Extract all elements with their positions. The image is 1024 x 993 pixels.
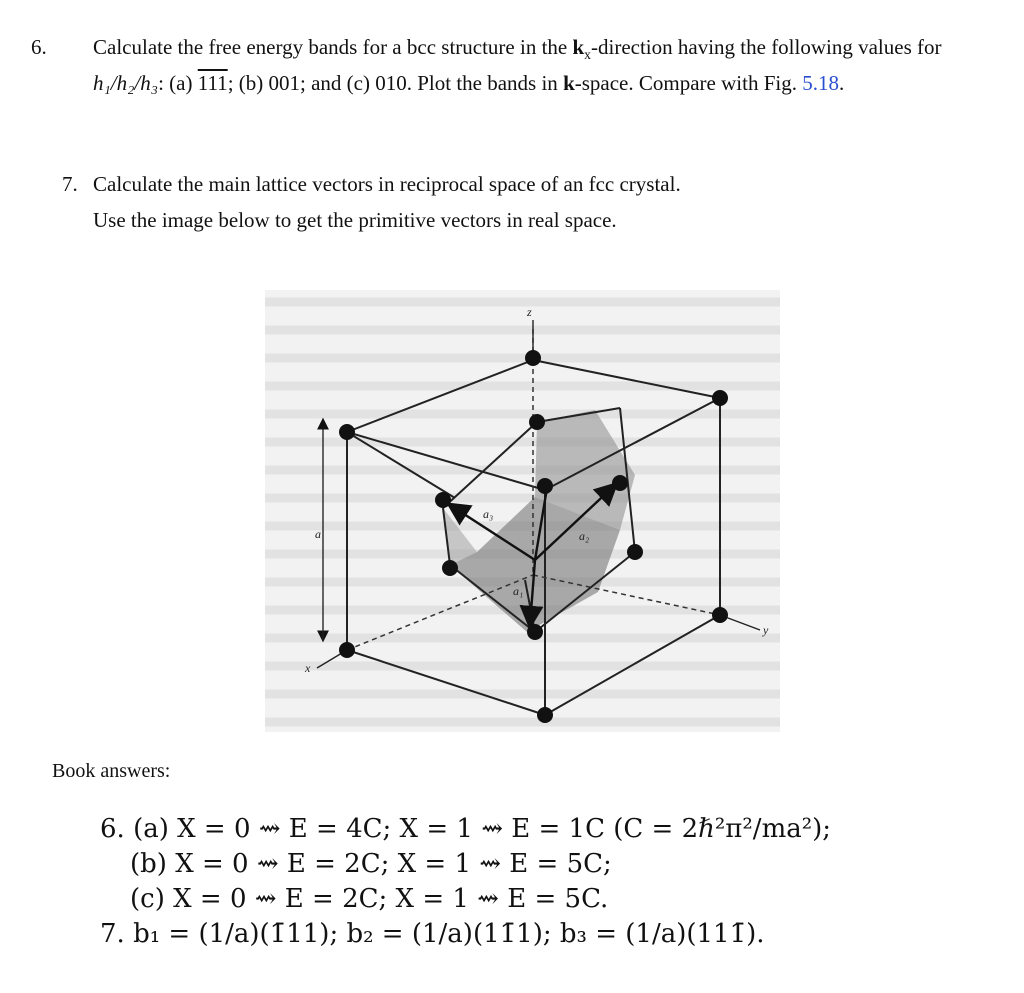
problem-6-text-6: . <box>838 71 845 96</box>
fcc-unit-cell-figure <box>265 290 780 732</box>
vector-a1-label: a₁ <box>513 584 524 598</box>
answer-line-6a: 6. (a) X = 0 ⇝ E = 4C; X = 1 ⇝ E = 1C (C = 2ℏ²π²/ma²); <box>100 814 832 844</box>
axis-y-label: y <box>763 623 769 637</box>
atom <box>527 624 543 640</box>
vector-a2-label: a₂ <box>579 529 590 543</box>
figure-reference-link[interactable]: 5.18 <box>802 71 839 96</box>
problem-7-text: Calculate the main lattice vectors in reciprocal space of an fcc crystal. <box>93 172 681 196</box>
kx-subscript: x <box>584 47 591 63</box>
atom <box>627 544 643 560</box>
vector-a3-label: a₃ <box>483 507 494 521</box>
kx-symbol: k <box>572 35 585 59</box>
atom <box>712 390 728 406</box>
atom <box>537 478 553 494</box>
atom <box>525 350 541 366</box>
problem-6-text-3: : (a) <box>158 71 198 96</box>
axis-z-label: z <box>527 305 532 319</box>
atom <box>612 475 628 491</box>
problem-7-instruction: Use the image below to get the primitive vectors in real space. <box>93 208 617 232</box>
axis-x-label: x <box>305 661 311 675</box>
atom <box>529 414 545 430</box>
atom <box>339 424 355 440</box>
problem-6-text-5: -space. Compare with Fig. <box>574 71 803 96</box>
atom <box>339 642 355 658</box>
atom <box>435 492 451 508</box>
problem-6-number: 6. <box>31 35 47 59</box>
answer-line-6b: (b) X = 0 ⇝ E = 2C; X = 1 ⇝ E = 5C; <box>130 849 612 879</box>
fcc-diagram <box>265 290 780 732</box>
atom <box>442 560 458 576</box>
problem-6-text-4: ; (b) 001; and (c) 010. Plot the bands in <box>227 71 564 96</box>
problem-7-number: 7. <box>62 172 78 196</box>
book-answers-label: Book answers: <box>52 760 171 782</box>
answer-line-7: 7. b₁ = (1/a)(1̄11); b₂ = (1/a)(11̄1); b₃ = (1/a)(111̄). <box>100 919 765 949</box>
h-variables: h₁/h₂/h₃ <box>93 71 159 96</box>
dimension-a-label: a <box>315 527 321 541</box>
answer-line-6c: (c) X = 0 ⇝ E = 2C; X = 1 ⇝ E = 5C. <box>130 884 609 914</box>
k-space-symbol: k <box>563 71 575 96</box>
problem-6-text: Calculate the free energy bands for a bcc structure in the <box>93 35 573 59</box>
problem-7 <box>62 170 982 235</box>
miller-index-a: 111 <box>197 71 228 96</box>
book-answers <box>100 812 831 952</box>
atom <box>712 607 728 623</box>
problem-6 <box>31 33 982 98</box>
atom <box>537 707 553 723</box>
problem-6-text-2: -direction having the following values for <box>591 35 942 59</box>
